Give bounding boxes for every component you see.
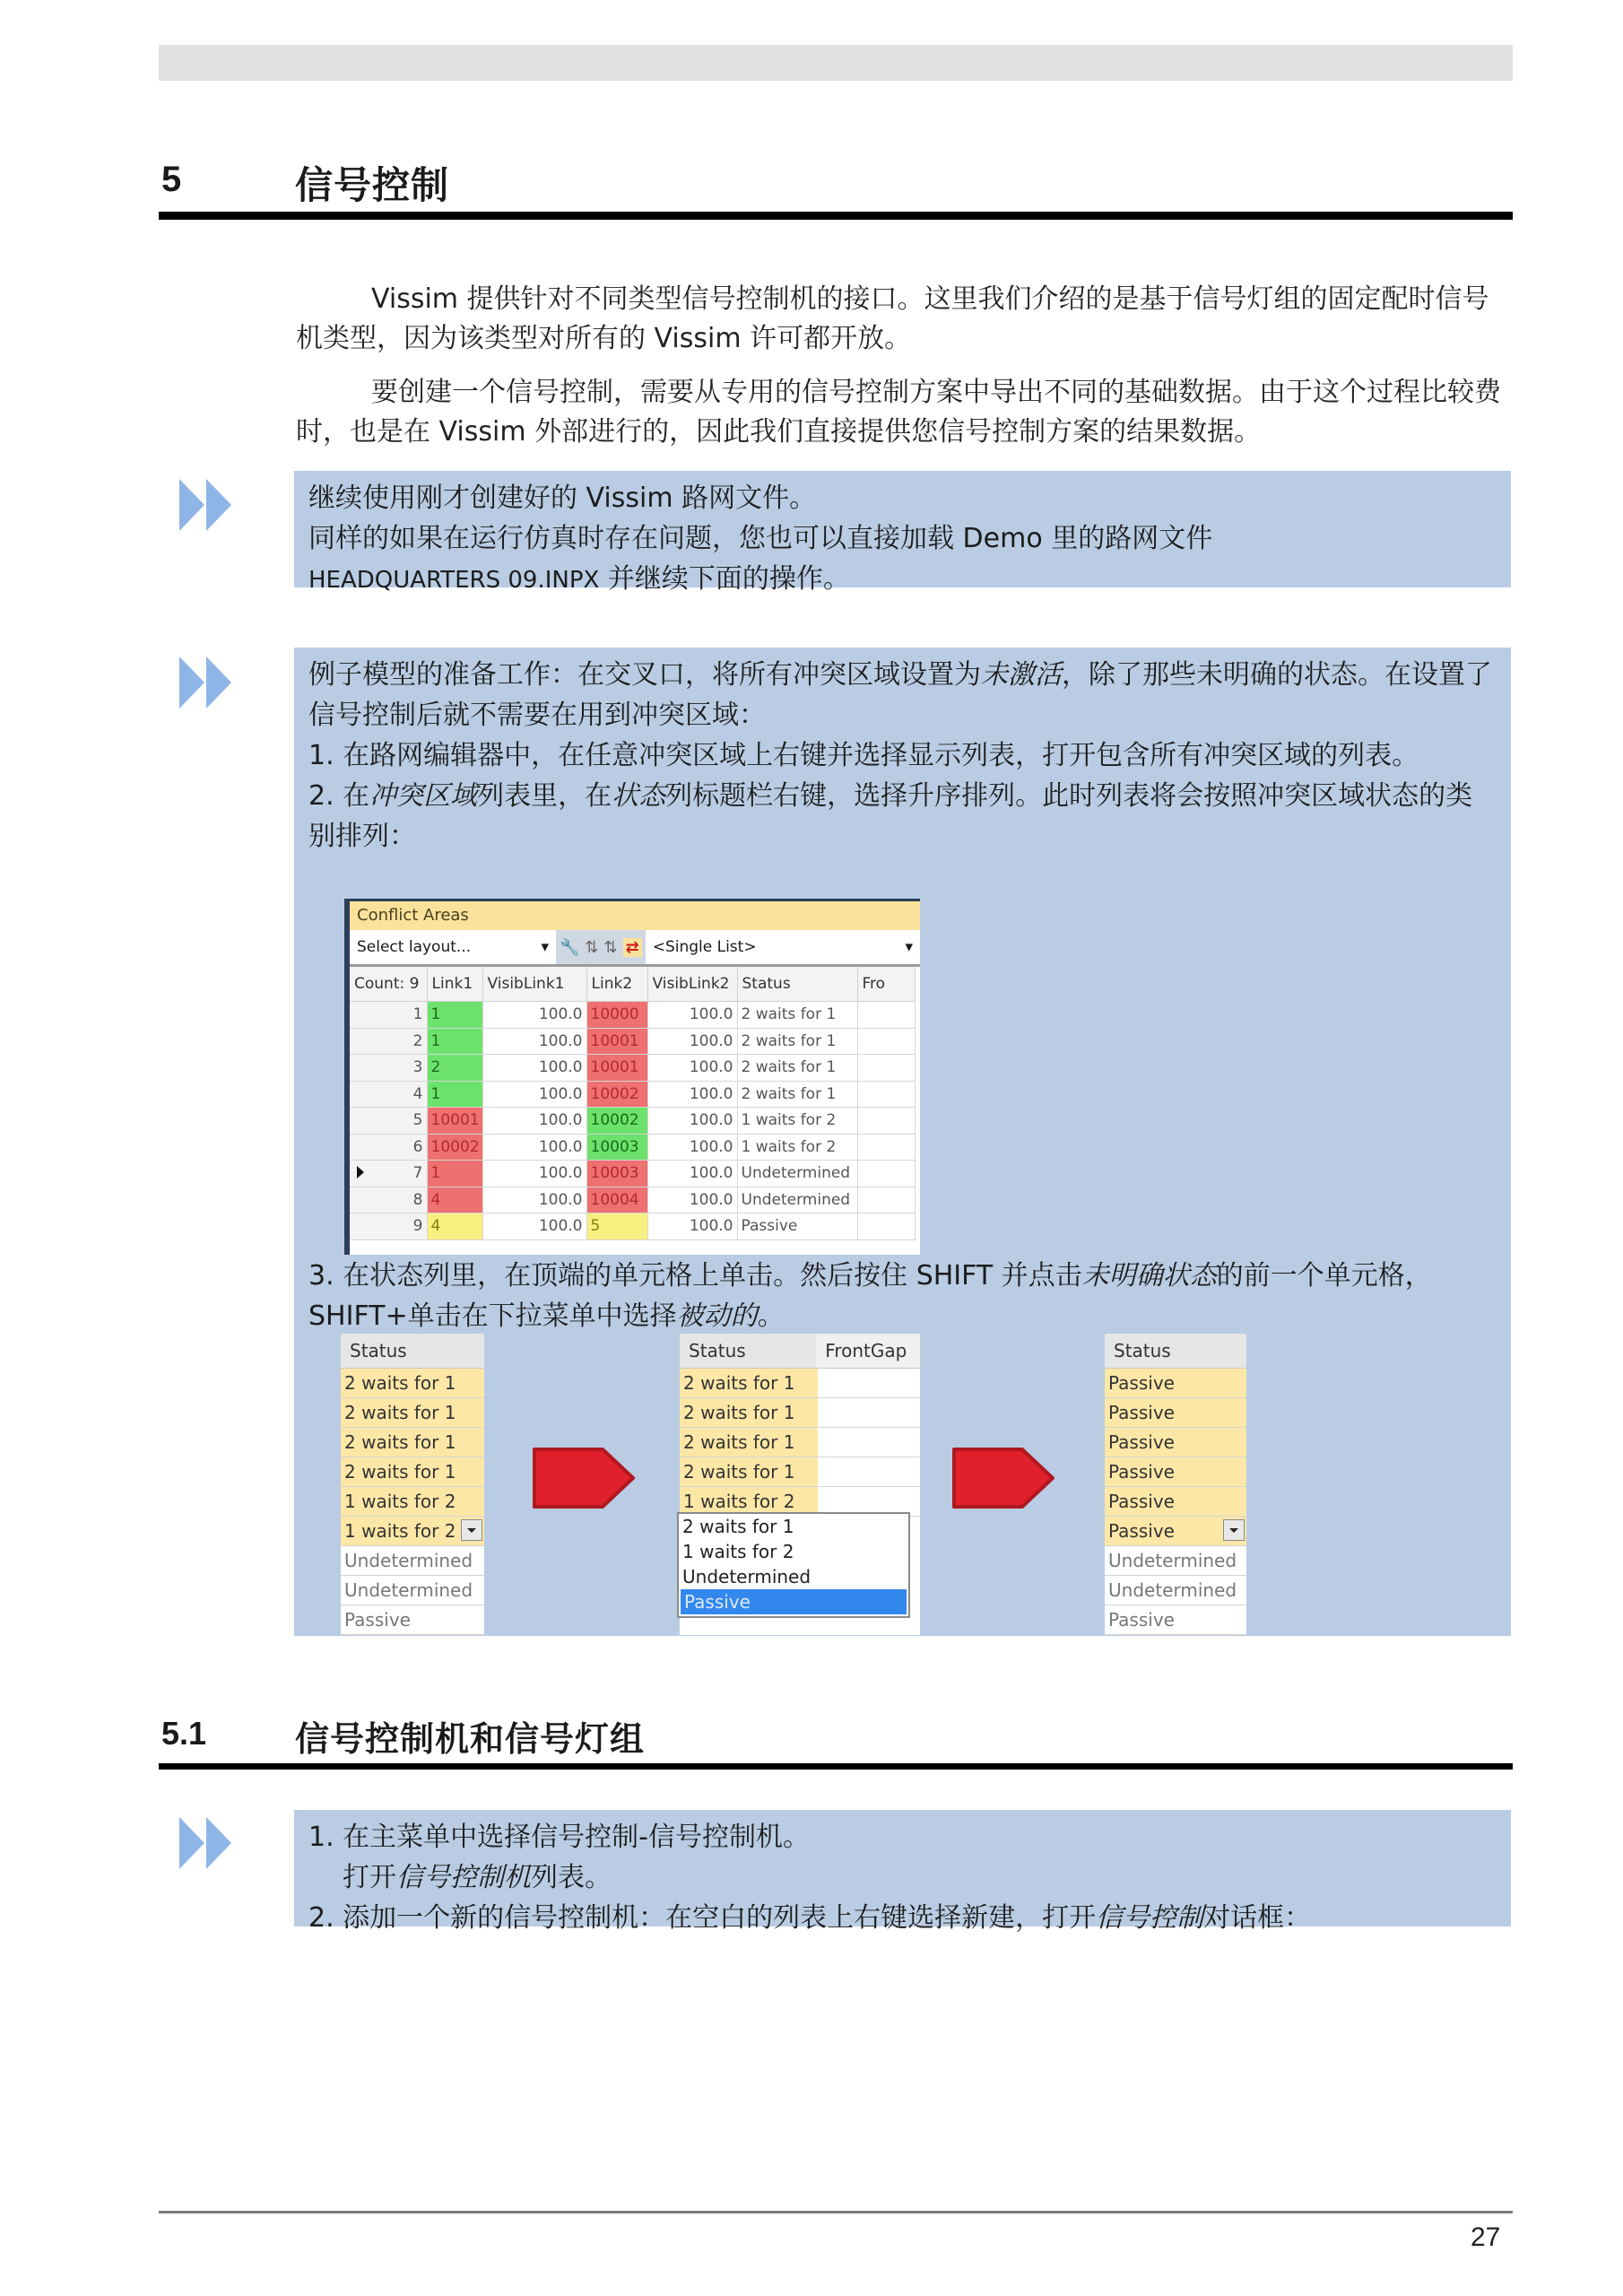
status-cell[interactable]: Passive [1105,1457,1246,1487]
frontgap-cell[interactable] [818,1457,920,1487]
cell-link2[interactable]: 10000 [586,1002,647,1029]
callout1-line1: 继续使用刚才创建好的 Vissim 路网文件。 [308,483,817,514]
row [680,1457,920,1487]
callout2-intro-b: ，除了那些未明确的状态。在设置了信号控制后就不需要在用到冲突区域： [308,659,1492,731]
status-cell[interactable]: 2 waits for 1 [680,1428,818,1457]
cell-visiblink1[interactable]: 100.0 [482,1187,586,1213]
callout2-step2 [308,776,1497,857]
status-cell[interactable]: Passive [341,1605,484,1635]
status-cell[interactable]: Undetermined [1105,1576,1246,1605]
column-header[interactable]: VisibLink2 [647,967,737,1002]
cell-frontgap[interactable] [857,1134,915,1161]
frontgap-cell[interactable] [818,1398,920,1428]
callout1-line3-tail: 并继续下面的操作。 [599,563,850,595]
cell-link2[interactable]: 10002 [586,1081,647,1108]
status-cell[interactable]: 1 waits for 2 [341,1487,484,1517]
dropdown-option[interactable]: Undetermined [682,1566,812,1587]
cell-link2[interactable]: 10003 [586,1134,647,1161]
callout2-intro [308,655,1497,735]
status-cell[interactable]: 2 waits for 1 [680,1457,818,1487]
status-cell[interactable]: 2 waits for 1 [341,1457,484,1487]
callout1-line3 [308,559,1497,601]
cell-link1[interactable]: 10002 [427,1134,482,1161]
callout3-step1: 1. 在主菜单中选择信号控制-信号控制机。 [308,1822,810,1853]
status-cell[interactable]: Passive [1105,1398,1246,1428]
intro-paragraph-1 [296,280,1511,359]
callout3-step1b [308,1857,1497,1898]
cell-visiblink2[interactable]: 100.0 [647,1081,737,1108]
status-cell[interactable]: Passive [1105,1428,1246,1457]
cell-frontgap[interactable] [857,1213,915,1240]
step1b-a: 打开 [343,1862,396,1893]
callout-signal-controller [294,1810,1511,1934]
status-cell-value: Passive [1108,1520,1175,1542]
row-index [350,1161,427,1187]
frontgap-cell[interactable] [818,1428,920,1457]
cell-status[interactable]: 1 waits for 2 [737,1134,857,1161]
step1b-b: 列表。 [531,1862,612,1893]
page-number: 27 [1471,2222,1501,2252]
status-cell-active[interactable] [341,1517,484,1546]
row-index: 9 [350,1213,427,1240]
conflict-areas-table [350,967,916,1240]
table-row[interactable] [350,1028,915,1055]
table-row[interactable] [350,1213,915,1240]
callout1-line2: 同样的如果在运行仿真时存在问题，您也可以直接加载 Demo 里的路网文件 [308,523,1213,554]
dropdown-button[interactable] [461,1519,482,1541]
intro-paragraph-1-text: Vissim 提供针对不同类型信号控制机的接口。这里我们介绍的是基于信号灯组的固定配时信号机类型，因为该类型对所有的 Vissim 许可都开放。 [296,283,1489,354]
step2-em2: 状态 [612,780,666,812]
cell-status[interactable]: Undetermined [737,1187,857,1213]
cell-frontgap[interactable] [857,1028,915,1055]
step3-a: 3. 在状态列里，在顶端的单元格上单击。然后按住 SHIFT 并点击 [308,1260,1082,1292]
intro-paragraph-2 [296,373,1511,452]
step3-c: 。 [757,1300,785,1332]
step1b-em: 信号控制机 [396,1862,531,1893]
cell-link1[interactable]: 1 [427,1028,482,1055]
callout-continue-network [294,471,1511,595]
chapter-heading [159,152,1513,217]
cell-link1[interactable]: 1 [427,1161,482,1187]
table-row[interactable] [350,1187,915,1213]
status-cell[interactable]: 2 waits for 1 [341,1398,484,1428]
step2-b: 列表里，在 [477,780,612,812]
step2-c: 列标题栏右键，选择升序排列。此时列表将会按照冲突区域状态的类别排列： [308,780,1473,852]
double-arrow-icon [178,475,237,535]
row-index: 4 [350,1081,427,1108]
cell-link1[interactable]: 1 [427,1002,482,1029]
status-cell[interactable]: 1 waits for 2 [680,1487,818,1517]
row-index-value: 7 [412,1164,423,1183]
dropdown-button[interactable] [1223,1519,1245,1541]
step2-a: 2. 在 [308,780,370,812]
chapter-title: 信号控制 [295,163,450,207]
cell-status[interactable]: Passive [737,1213,857,1240]
table-row-current[interactable] [350,1161,915,1187]
cell-link2[interactable]: 10001 [586,1055,647,1082]
status-cell[interactable]: Passive [1105,1605,1246,1635]
cell-status[interactable]: 1 waits for 2 [737,1108,857,1135]
column-header[interactable]: Link2 [586,967,647,1002]
cell-visiblink2[interactable]: 100.0 [647,1108,737,1135]
cell-link2[interactable]: 10003 [586,1161,647,1187]
row-index: 3 [350,1055,427,1082]
status-column-before [341,1334,484,1635]
toolbar-icons [556,930,646,964]
cell-link1[interactable]: 2 [427,1055,482,1082]
cell-status[interactable]: 2 waits for 1 [737,1002,857,1029]
footer-rule [159,2211,1513,2213]
cell-link2[interactable]: 10001 [586,1028,647,1055]
list-select[interactable] [646,933,920,961]
table-row[interactable] [350,1081,915,1108]
row-index: 8 [350,1187,427,1213]
frontgap-cell[interactable] [818,1369,920,1398]
step2-a: 2. 添加一个新的信号控制机：在空白的列表上右键选择新建，打开 [308,1902,1097,1934]
cell-frontgap[interactable] [857,1187,915,1213]
cell-visiblink1[interactable]: 100.0 [482,1213,586,1240]
status-cell[interactable]: Passive [1105,1487,1246,1517]
row-index: 2 [350,1028,427,1055]
step3-em1: 未明确状态 [1081,1260,1217,1292]
table-row[interactable] [350,1108,915,1135]
cell-frontgap[interactable] [857,1055,915,1082]
table-row[interactable] [350,1055,915,1082]
cell-visiblink2[interactable]: 100.0 [647,1161,737,1187]
status-cell[interactable]: Undetermined [341,1546,484,1576]
row [680,1428,920,1457]
callout3-step2 [308,1898,1497,1938]
column-header[interactable]: VisibLink1 [482,967,586,1002]
cell-frontgap[interactable] [857,1002,915,1029]
cell-visiblink1[interactable]: 100.0 [482,1161,586,1187]
conflict-areas-window [344,899,920,1255]
section-heading [159,1704,1513,1769]
callout2-step3 [294,1248,1511,1342]
row-index: 6 [350,1134,427,1161]
status-cell[interactable]: 2 waits for 1 [680,1398,818,1428]
status-column-after [1105,1334,1246,1635]
cell-visiblink1[interactable]: 100.0 [482,1055,586,1082]
status-cell[interactable]: 2 waits for 1 [680,1369,818,1398]
table-row[interactable] [350,1002,915,1029]
cell-visiblink1[interactable]: 100.0 [482,1134,586,1161]
sort-descending-icon[interactable]: ⇅ [603,937,618,957]
cell-visiblink2[interactable]: 100.0 [647,1028,737,1055]
cell-visiblink2[interactable]: 100.0 [647,1055,737,1082]
count-header: Count: 9 [350,967,427,1002]
row [680,1398,920,1428]
heading-rule [159,1763,1513,1770]
status-cell[interactable]: 2 waits for 1 [341,1369,484,1398]
double-arrow-icon [178,1813,237,1873]
list-toolbar [350,930,920,967]
cell-link2[interactable]: 5 [586,1213,647,1240]
header-band [159,45,1513,81]
step2-em: 信号控制 [1096,1902,1204,1934]
filename: HEADQUARTERS 09.INPX [308,567,600,594]
status-cell[interactable]: Undetermined [341,1576,484,1605]
sort-ascending-icon[interactable]: ⇅ [585,937,599,957]
cell-status[interactable]: Undetermined [737,1161,857,1187]
dropdown-option[interactable]: 2 waits for 1 [682,1516,794,1537]
cell-frontgap[interactable] [857,1081,915,1108]
callout2-intro-a: 例子模型的准备工作：在交叉口，将所有冲突区域设置为 [308,659,981,691]
step2-em1: 冲突区域 [369,780,478,812]
column-header[interactable]: Fro [857,967,915,1002]
cell-frontgap[interactable] [857,1161,915,1187]
callout2-intro-em: 未激活 [981,659,1062,691]
cell-status[interactable]: 2 waits for 1 [737,1081,857,1108]
cell-link1[interactable]: 4 [427,1187,482,1213]
table-row[interactable] [350,1134,915,1161]
cell-visiblink2[interactable]: 100.0 [647,1213,737,1240]
cell-link1[interactable]: 1 [427,1081,482,1108]
intro-paragraph-2-text: 要创建一个信号控制，需要从专用的信号控制方案中导出不同的基础数据。由于这个过程比较费时，也是在 Vissim 外部进行的，因此我们直接提供您信号控制方案的结果数据。 [296,377,1501,448]
status-dropdown-list [677,1512,910,1618]
cell-visiblink1[interactable]: 100.0 [482,1028,586,1055]
red-arrow-icon [950,1446,1058,1510]
step3-em2: 被动的 [676,1300,758,1332]
status-header[interactable]: Status [680,1334,816,1369]
red-arrow-icon [531,1446,638,1510]
row [680,1369,920,1398]
cell-link1[interactable]: 4 [427,1213,482,1240]
cell-link1[interactable]: 10001 [427,1108,482,1135]
status-cell-active[interactable] [1105,1517,1246,1546]
wrench-icon[interactable]: 🔧 [560,937,580,957]
sync-icon[interactable]: ⇄ [623,938,642,957]
dropdown-option-selected[interactable]: Passive [681,1589,907,1614]
dropdown-option[interactable]: 1 waits for 2 [682,1541,794,1562]
status-cell[interactable]: Undetermined [1105,1546,1246,1576]
status-cell[interactable]: Passive [1105,1369,1246,1398]
column-header[interactable]: Status [737,967,857,1002]
row-index: 1 [350,1002,427,1029]
cell-visiblink2[interactable]: 100.0 [647,1134,737,1161]
layout-select-value: Select layout... [357,938,472,956]
cell-frontgap[interactable] [857,1108,915,1135]
section-title: 信号控制机和信号灯组 [295,1719,646,1759]
step2-b: 对话框： [1203,1902,1312,1934]
frontgap-header[interactable]: FrontGap [816,1334,920,1369]
list-select-value: <Single List> [652,938,757,956]
cell-status[interactable]: 2 waits for 1 [737,1028,857,1055]
cell-visiblink1[interactable]: 100.0 [482,1081,586,1108]
heading-rule [159,212,1513,220]
chevron-down-icon: ▾ [541,938,549,956]
header-row [680,1334,920,1369]
chapter-number: 5 [161,160,182,199]
cell-status[interactable]: 2 waits for 1 [737,1055,857,1082]
section-number: 5.1 [161,1715,207,1752]
step3-b: 的前一个单元格，SHIFT+单击在下拉菜单中选择 [308,1260,1432,1332]
status-header[interactable]: Status [1105,1334,1246,1369]
cell-visiblink2[interactable]: 100.0 [647,1187,737,1213]
window-title: Conflict Areas [350,901,920,930]
chevron-down-icon: ▾ [905,938,913,956]
cell-link2[interactable]: 10002 [586,1108,647,1135]
cell-visiblink1[interactable]: 100.0 [482,1108,586,1135]
status-cell-value: 1 waits for 2 [344,1520,456,1542]
callout2-step1: 1. 在路网编辑器中，在任意冲突区域上右键并选择显示列表，打开包含所有冲突区域的列表。 [308,740,1419,771]
cell-visiblink2[interactable]: 100.0 [647,1002,737,1029]
cell-link2[interactable]: 10004 [586,1187,647,1213]
status-cell[interactable]: 2 waits for 1 [341,1428,484,1457]
row-index: 5 [350,1108,427,1135]
column-header[interactable]: Link1 [427,967,482,1002]
cell-visiblink1[interactable]: 100.0 [482,1002,586,1029]
double-arrow-icon [178,653,237,712]
status-header[interactable]: Status [341,1334,484,1369]
layout-select[interactable] [350,933,556,961]
current-row-pointer-icon [357,1166,364,1178]
